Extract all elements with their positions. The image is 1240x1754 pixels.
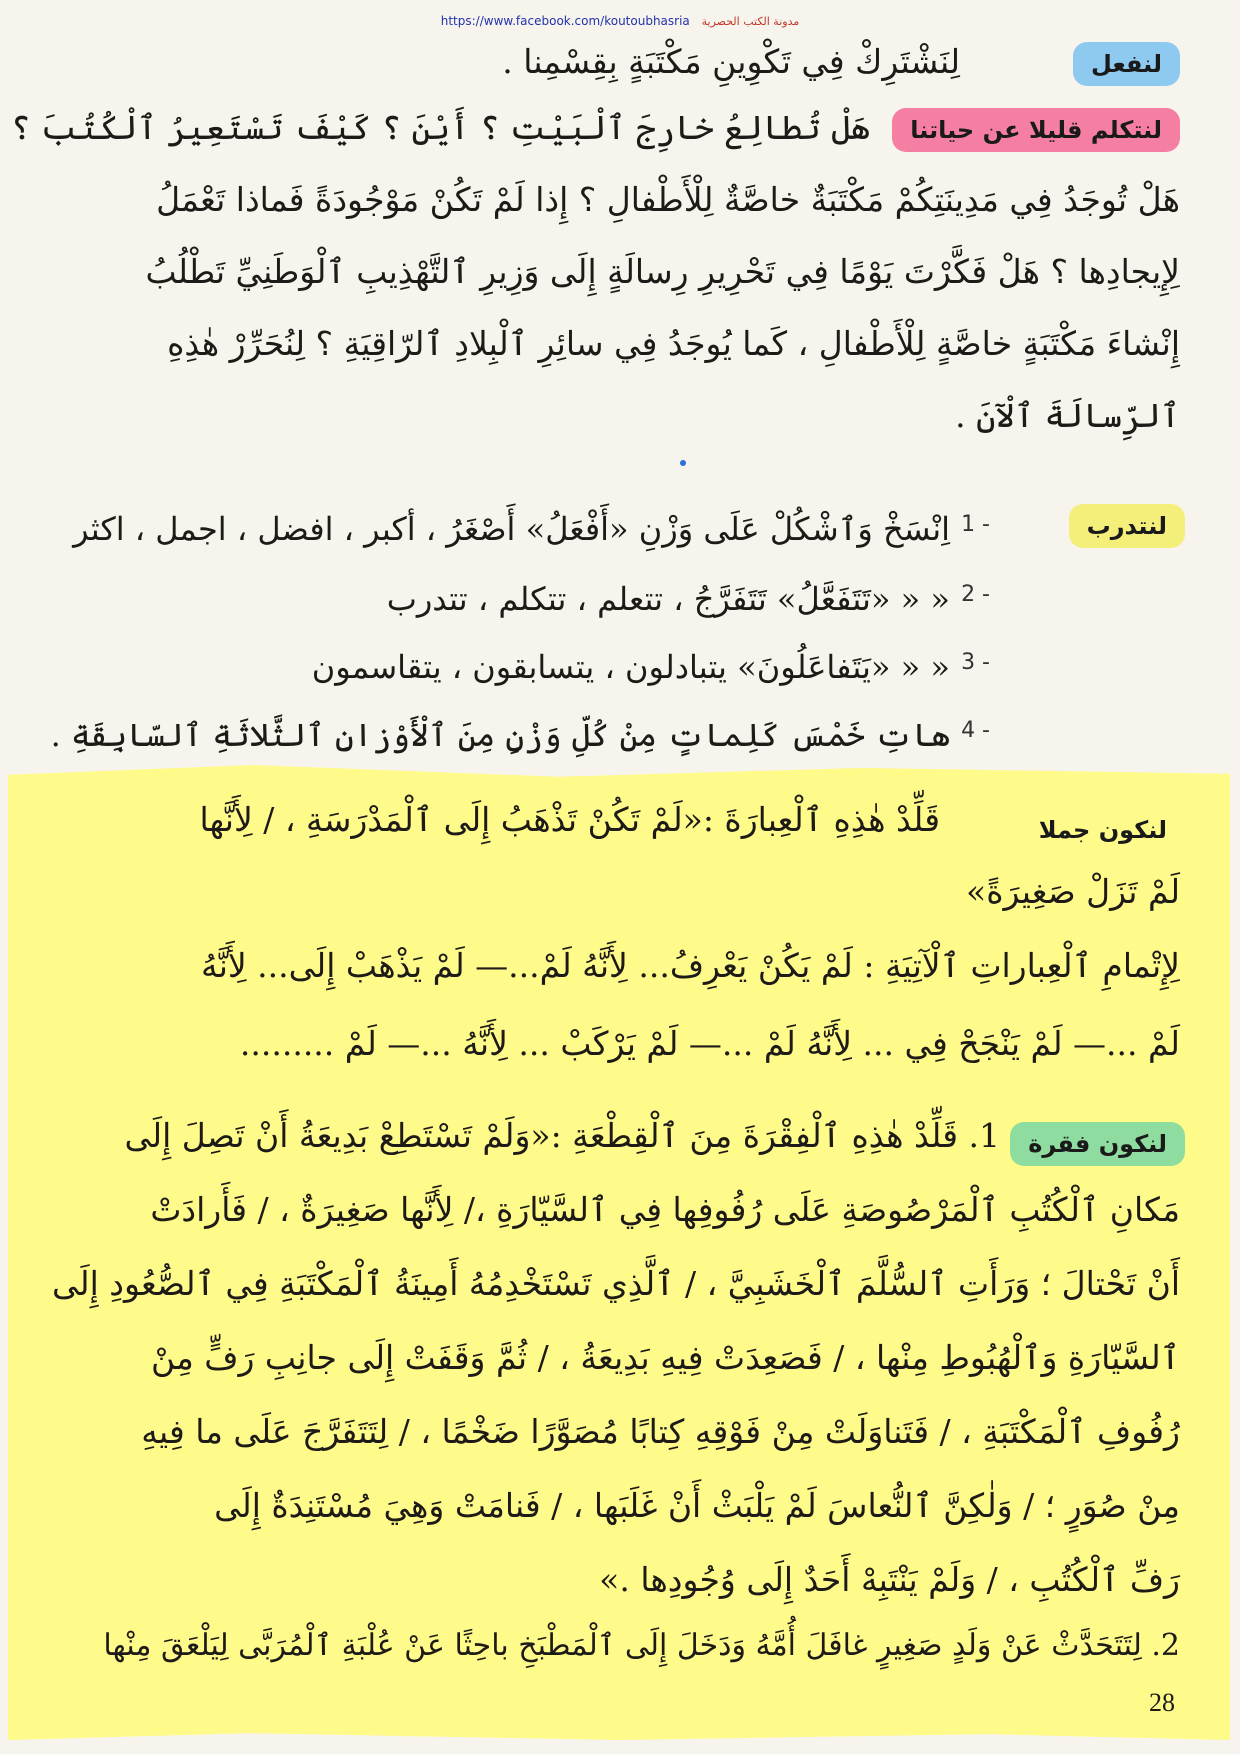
lets-talk-line-2: هَلْ تُوجَدُ فِي مَدِينَتِكُمْ مَكْتَبَةٌ خاصَّةٌ لِلْأَطْفالِ ؟ إِذا لَمْ تَكُنْ مَوْجُودَةً فَماذا تَعْمَلُ xyxy=(156,180,1180,219)
paragraph-line-2: مَكانِ ٱلْكُتُبِ ٱلْمَرْصُوصَةِ عَلَى رُفُوفِها فِي ٱلسَّيّارَةِ ،/ لِأَنَّها صَغِيرَةٌ ، / فَأَرادَتْ xyxy=(150,1190,1180,1229)
drill-number: 3 - xyxy=(961,650,990,675)
source-url-header[interactable] xyxy=(0,14,1240,28)
section-tag-lets-practice: لنتدرب xyxy=(1069,504,1185,548)
paragraph-line-6: مِنْ صُوَرٍ ؛ / وَلٰكِنَّ ٱلنُّعاسَ لَمْ يَلْبَثْ أَنْ غَلَبَها ، / فَنامَتْ وَهِيَ مُسْتَنِدَةٌ إِلَى xyxy=(214,1486,1180,1525)
blog-name: مدونة الكتب الحصرية xyxy=(701,15,800,28)
sentences-line-2: لَمْ تَزَلْ صَغِيرَةً» xyxy=(966,872,1180,911)
page-number: 28 xyxy=(1149,1688,1175,1717)
drill-item-2: « « «تَتَفَعَّلُ» تَتَفَرَّجُ ، تتعلم ، تتكلم ، تتدرب xyxy=(386,580,950,618)
sentences-line-3: لِإِتْمامِ ٱلْعِباراتِ ٱلْآتِيَةِ : لَمْ يَكُنْ يَعْرِفُ... لِأَنَّهُ لَمْ...— لَمْ يَذْهَبْ إِلَى... لِأَنَّهُ xyxy=(201,946,1180,985)
lets-talk-line-1: هَلْ تُطالِعُ خارِجَ ٱلْبَيْتِ ؟ أَيْنَ ؟ كَيْفَ تَسْتَعِيرُ ٱلْكُتُبَ ؟ xyxy=(11,108,870,147)
drill-number: 1 - xyxy=(961,512,990,537)
drill-item-3: « « «يَتَفاعَلُونَ» يتبادلون ، يتسابقون ، يتقاسمون xyxy=(311,648,950,686)
source-url[interactable]: https://www.facebook.com/koutoubhasria xyxy=(440,14,690,28)
lets-talk-line-3: لِإِيجادِها ؟ هَلْ فَكَّرْتَ يَوْمًا فِي تَحْرِيرِ رِسالَةٍ إِلَى وَزِيرِ ٱلتَّهْذِيبِ ٱلْوَطَنِيِّ تَطْلُبُ xyxy=(145,252,1180,291)
sentences-line-1: قَلِّدْ هٰذِهِ ٱلْعِبارَةَ :«لَمْ تَكُنْ تَذْهَبُ إِلَى ٱلْمَدْرَسَةِ ، / لِأَنَّها xyxy=(199,800,940,839)
paragraph-line-1: 1. قَلِّدْ هٰذِهِ ٱلْفِقْرَةَ مِنَ ٱلْقِطْعَةِ :«وَلَمْ تَسْتَطِعْ بَدِيعَةُ أَنْ تَصِلَ إِلَى xyxy=(124,1116,1000,1155)
drill-number: 4 - xyxy=(961,718,990,743)
paragraph-line-7: رَفِّ ٱلْكُتُبِ ، / وَلَمْ يَنْتَبِهْ أَحَدٌ إِلَى وُجُودِها .» xyxy=(599,1560,1180,1599)
drill-number: 2 - xyxy=(961,582,990,607)
sentences-line-4: لَمْ ...— لَمْ يَنْجَحْ فِي ... لِأَنَّهُ لَمْ ...— لَمْ يَرْكَبْ ... لِأَنَّهُ ...— لَمْ ......... xyxy=(239,1024,1180,1063)
decorative-dot xyxy=(680,460,686,466)
paragraph-line-8: 2. لِتَتَحَدَّثْ عَنْ وَلَدٍ صَغِيرٍ غافَلَ أُمَّهُ وَدَخَلَ إِلَى ٱلْمَطْبَخِ باحِثًا عَنْ عُلْبَةِ ٱلْمُرَبَّى لِيَلْعَقَ مِنْها xyxy=(103,1628,1180,1663)
section-tag-lets-do: لنفعل xyxy=(1073,42,1180,86)
section-tag-sentences: لنكون جملا xyxy=(1038,816,1167,844)
drill-item-4: هاتِ خَمْسَ كَلِماتٍ مِنْ كُلِّ وَزْنٍ مِنَ ٱلْأَوْزانِ ٱلثَّلاثَةِ ٱلسّابِقَةِ . xyxy=(50,716,950,754)
lets-do-text: لِنَشْتَرِكْ فِي تَكْوِينِ مَكْتَبَةٍ بِقِسْمِنا . xyxy=(502,42,960,81)
drill-item-1: اِنْسَخْ وَٱشْكُلْ عَلَى وَزْنِ «أَفْعَلُ» أَصْغَرُ ، أكبر ، افضل ، اجمل ، اكثر xyxy=(73,510,950,548)
paragraph-line-3: أَنْ تَحْتالَ ؛ وَرَأَتِ ٱلسُّلَّمَ ٱلْخَشَبِيَّ ، / ٱلَّذِي تَسْتَخْدِمُهُ أَمِينَةُ ٱلْمَكْتَبَةِ فِي ٱلصُّعُودِ إِلَى xyxy=(52,1264,1180,1303)
paragraph-line-4: ٱلسَّيّارَةِ وَٱلْهُبُوطِ مِنْها ، / فَصَعِدَتْ فِيهِ بَدِيعَةُ ، / ثُمَّ وَقَفَتْ إِلَى جانِبِ رَفٍّ مِنْ xyxy=(150,1338,1180,1377)
section-tag-lets-talk: لنتكلم قليلا عن حياتنا xyxy=(892,108,1180,152)
lets-talk-line-4: إِنْشاءَ مَكْتَبَةٍ خاصَّةٍ لِلْأَطْفالِ ، كَما يُوجَدُ فِي سائِرِ ٱلْبِلادِ ٱلرّاقِيَةِ ؟ لِنُحَرِّرْ هٰذِهِ xyxy=(167,324,1180,363)
paragraph-line-5: رُفُوفِ ٱلْمَكْتَبَةِ ، / فَتَناوَلَتْ مِنْ فَوْقِهِ كِتابًا مُصَوَّرًا ضَخْمًا ، / لِتَتَفَرَّجَ عَلَى ما فِيهِ xyxy=(141,1412,1180,1451)
section-tag-paragraph: لنكون فقرة xyxy=(1010,1122,1185,1166)
lets-talk-line-5: ٱلرِّسالَةَ ٱلْآنَ . xyxy=(955,396,1180,435)
